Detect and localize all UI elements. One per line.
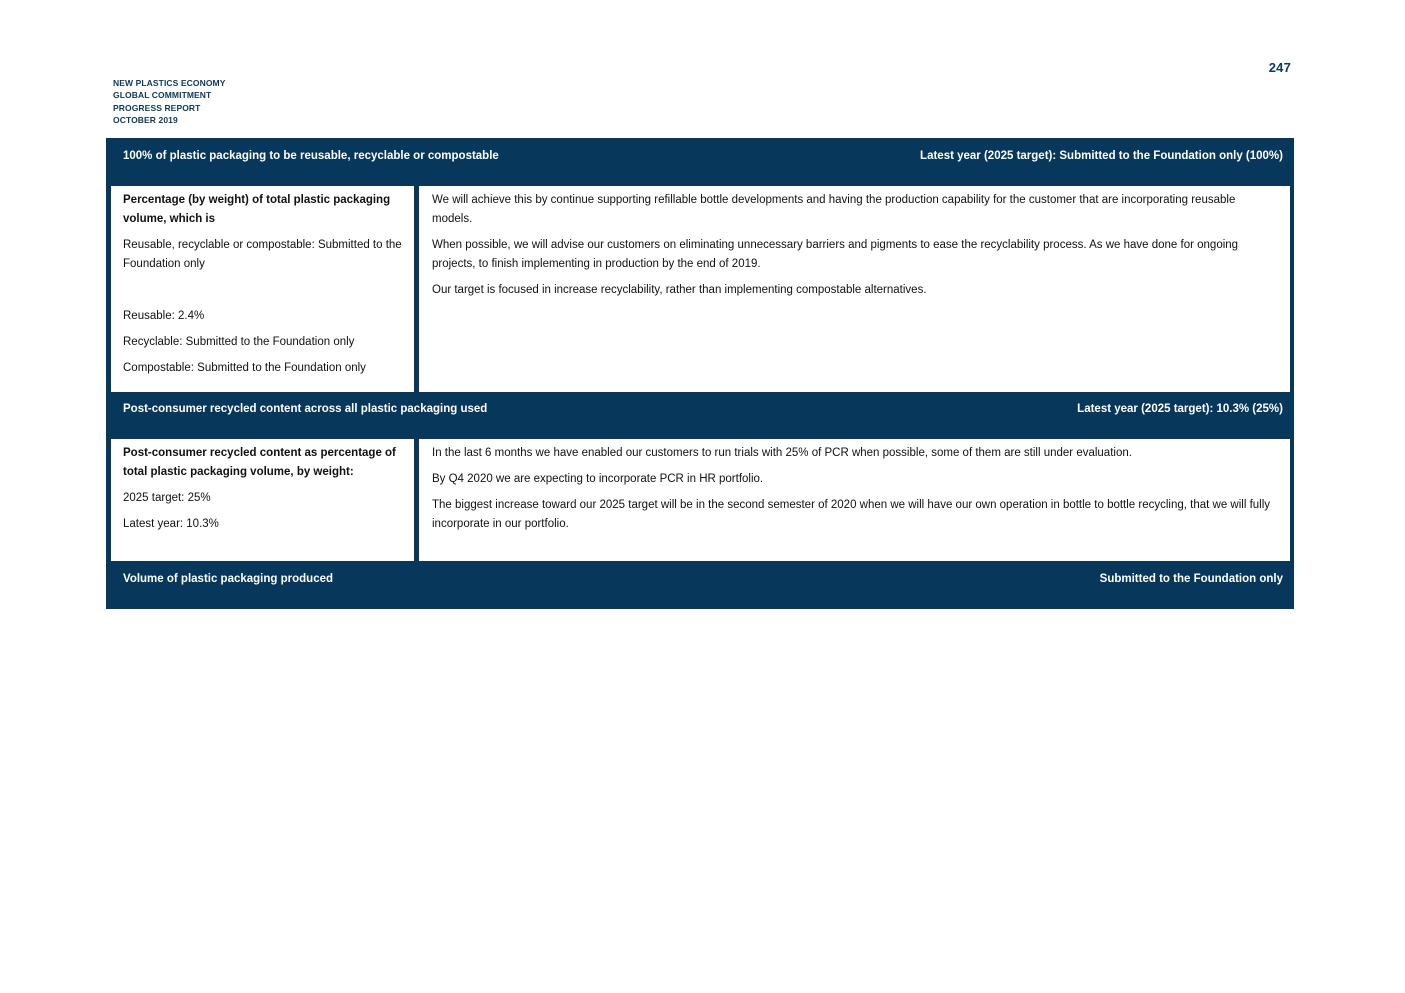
commentary-paragraph: Our target is focused in increase recyclability, rather than implementing compostable alternatives. xyxy=(432,284,927,296)
metric-target: 2025 target: 25% xyxy=(123,492,211,504)
commentary-paragraph: In the last 6 months we have enabled our customers to run trials with 25% of PCR when possible, some of them are still under evaluation. xyxy=(432,447,1132,459)
metric-heading: Post-consumer recycled content as percentage of total plastic packaging volume, by weight: xyxy=(123,447,396,478)
metric-recyclable: Recyclable: Submitted to the Foundation only xyxy=(123,336,355,348)
section-title: Post-consumer recycled content across all plastic packaging used xyxy=(123,403,488,415)
metric-combined: Reusable, recyclable or compostable: Submitted to the Foundation only xyxy=(123,239,402,270)
metric-heading: Percentage (by weight) of total plastic packaging volume, which is xyxy=(123,194,391,225)
commentary-paragraph: By Q4 2020 we are expecting to incorporate PCR in HR portfolio. xyxy=(432,473,764,485)
section-title: Volume of plastic packaging produced xyxy=(123,573,334,585)
metric-compostable: Compostable: Submitted to the Foundation only xyxy=(123,362,366,374)
report-header-line: GLOBAL COMMITMENT xyxy=(113,90,212,101)
commentary-cell-reusable-recyclable xyxy=(419,186,1290,392)
section-status: Latest year (2025 target): 10.3% (25%) xyxy=(1077,403,1283,415)
report-header-line: NEW PLASTICS ECONOMY xyxy=(113,78,226,88)
section-status: Submitted to the Foundation only xyxy=(1099,573,1283,585)
commentary-paragraph: We will achieve this by continue supporting refillable bottle developments and having the production capability for the customer that are incorporating reusable models. xyxy=(432,194,1236,225)
page-number: 247 xyxy=(1268,60,1291,75)
report-header xyxy=(113,77,226,126)
metric-reusable: Reusable: 2.4% xyxy=(123,310,205,322)
commentary-paragraph: The biggest increase toward our 2025 target will be in the second semester of 2020 when we will have our own operation in bottle to bottle recycling, that we will fully incorporate in our portfolio. xyxy=(432,499,1271,530)
metric-cell-pcr-percentage xyxy=(111,439,414,561)
report-header-line: OCTOBER 2019 xyxy=(113,114,178,125)
section-title: 100% of plastic packaging to be reusable, recyclable or compostable xyxy=(123,150,499,162)
metric-cell-packaging-percentage xyxy=(111,186,414,392)
commentary-paragraph: When possible, we will advise our customers on eliminating unnecessary barriers and pigments to ease the recyclability process. As we have done for ongoing projects, to finish implementing in production by the end of 2019. xyxy=(432,239,1239,270)
commentary-cell-pcr-content xyxy=(419,439,1290,561)
commitment-table xyxy=(106,138,1294,609)
report-header-line: PROGRESS REPORT xyxy=(113,102,201,113)
section-status: Latest year (2025 target): Submitted to the Foundation only (100%) xyxy=(920,150,1283,162)
metric-latest: Latest year: 10.3% xyxy=(123,518,219,530)
